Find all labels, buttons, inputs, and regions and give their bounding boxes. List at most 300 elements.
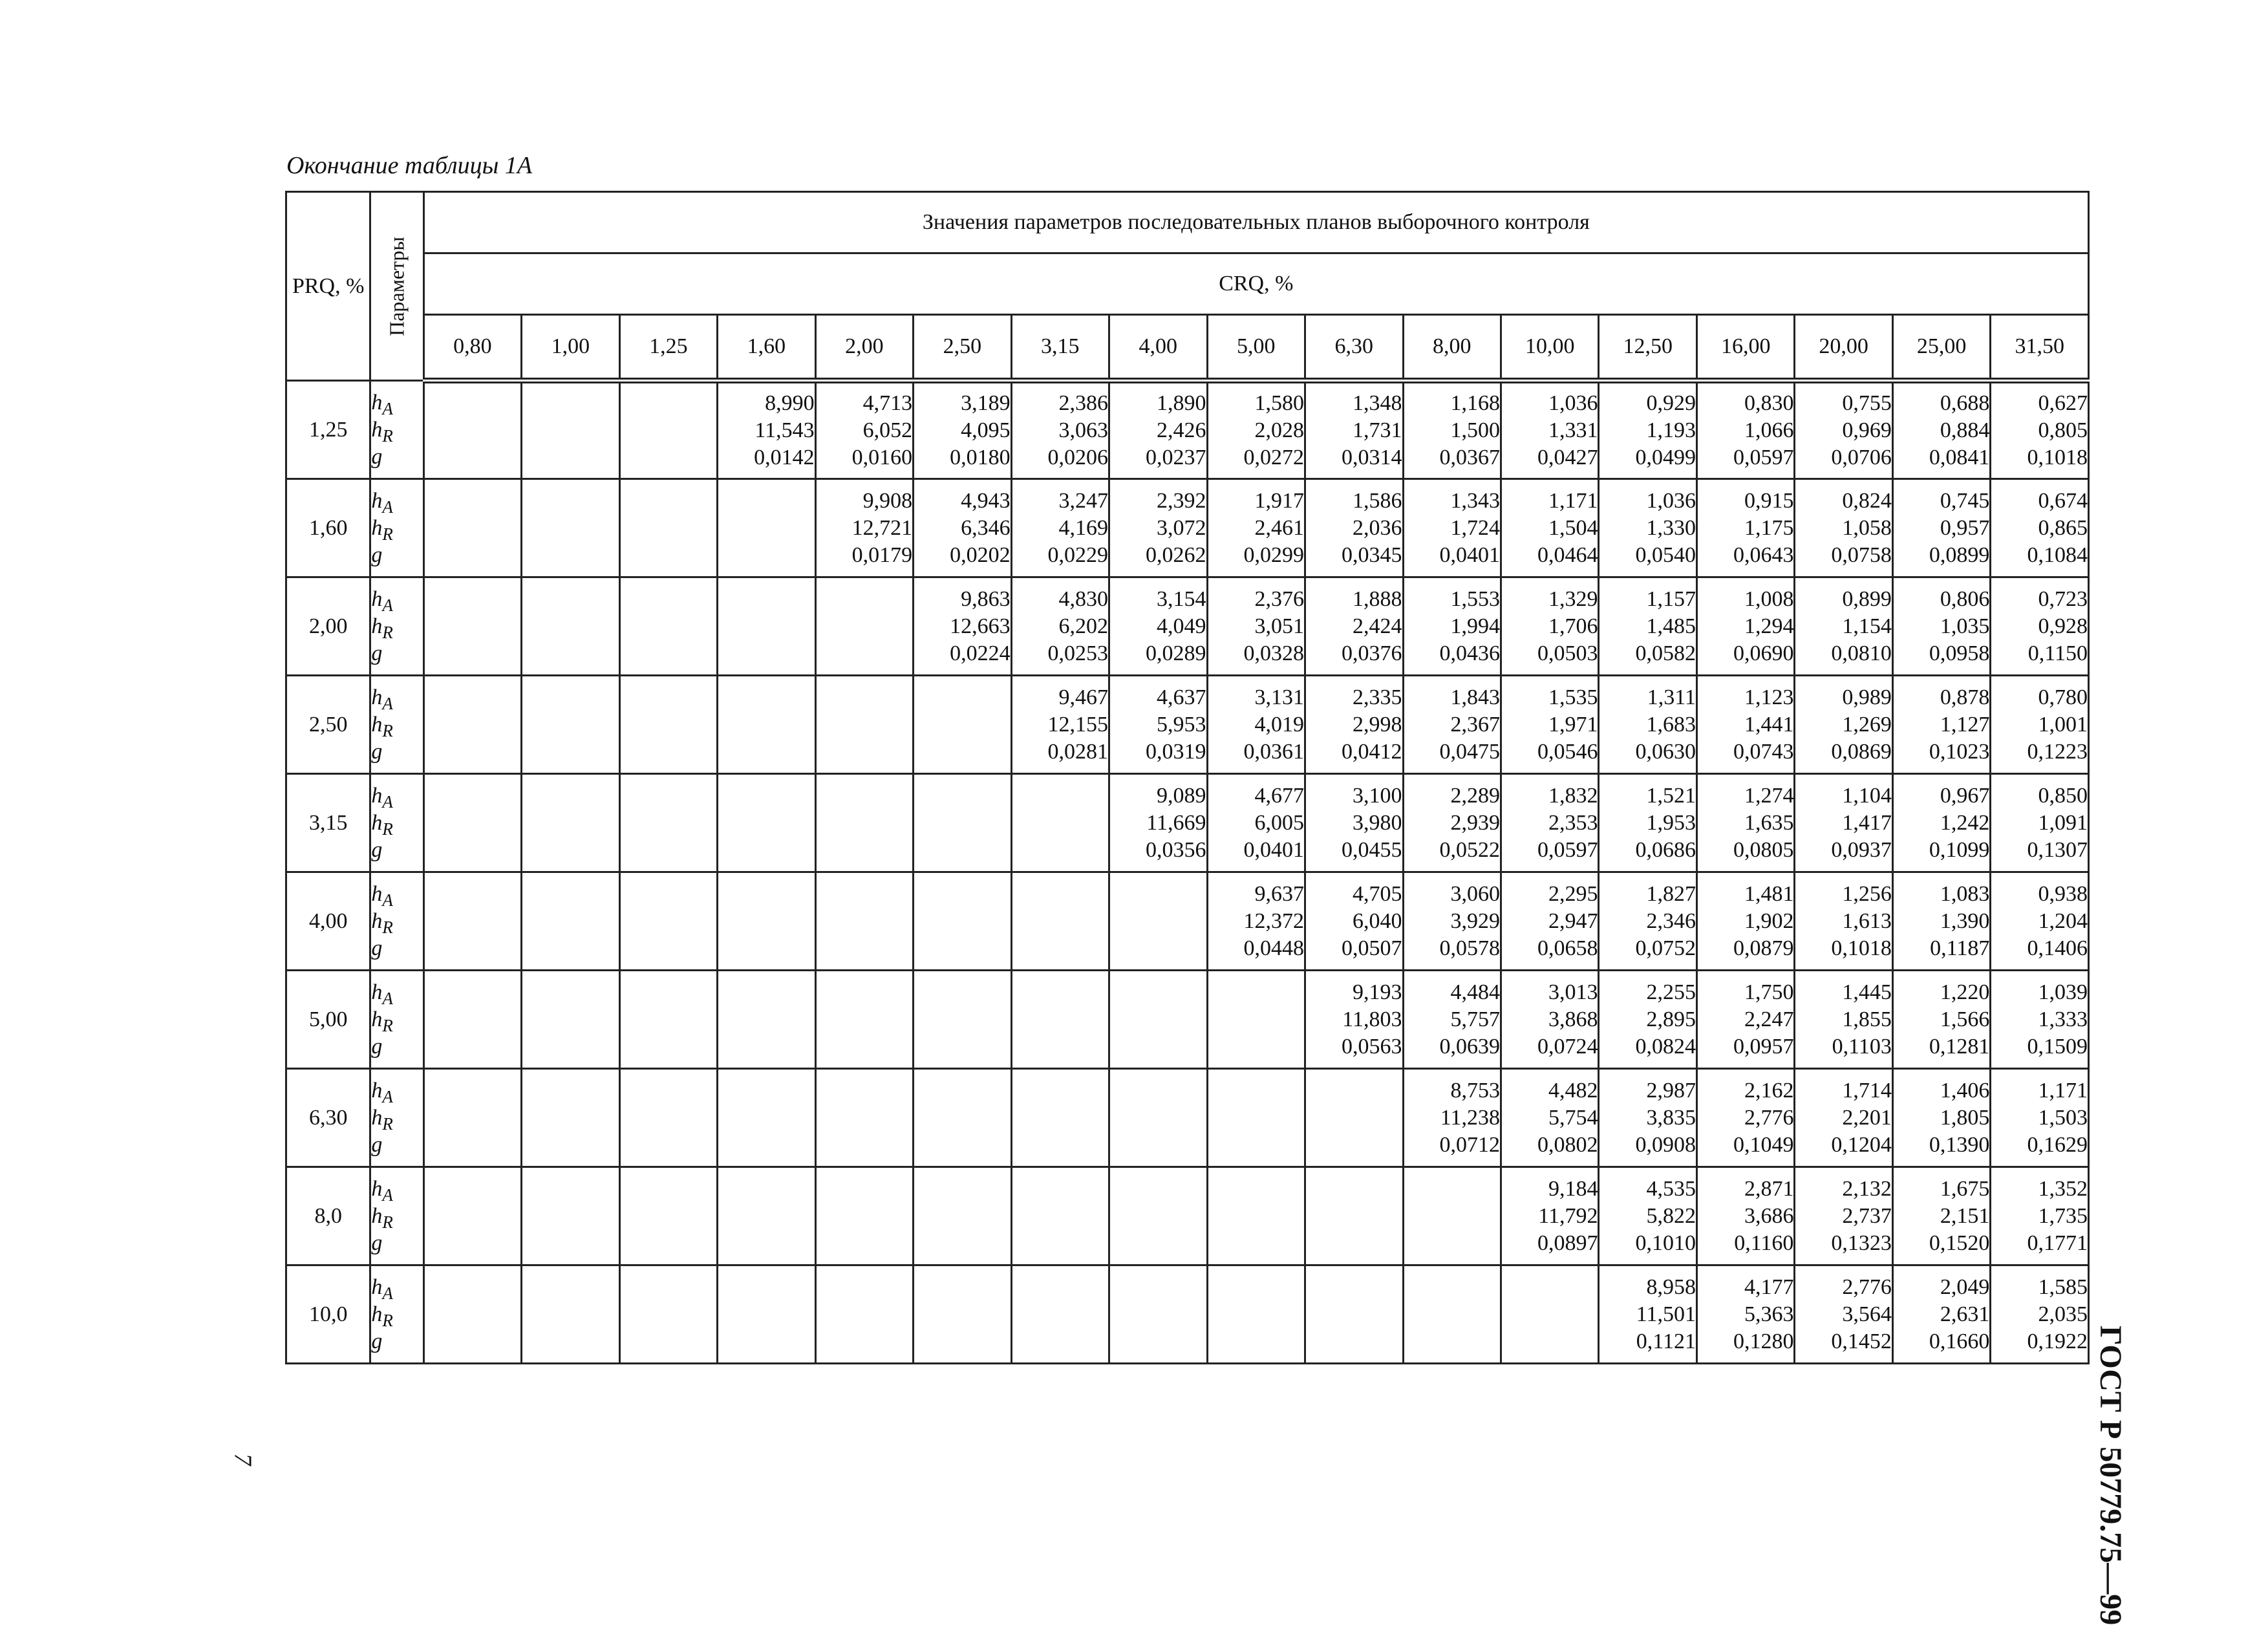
empty-cell [1207, 1167, 1305, 1265]
empty-cell [1109, 971, 1207, 1069]
value: 1,417 [1842, 810, 1892, 835]
value-cell [1892, 1265, 1990, 1364]
value-cell [1207, 774, 1305, 872]
param-symbols-cell [370, 971, 423, 1069]
param-symbol: $h_A$ [371, 1176, 393, 1205]
value: 0,989 [1842, 685, 1892, 709]
value: 0,0499 [1635, 446, 1696, 469]
value: 0,824 [1842, 488, 1892, 513]
empty-cell [423, 479, 521, 577]
value: 1,535 [1548, 685, 1598, 709]
value-cell [1795, 774, 1892, 872]
value: 6,005 [1254, 810, 1305, 835]
value: 2,392 [1157, 488, 1206, 513]
value-cell [1892, 1069, 1990, 1167]
empty-cell [619, 1265, 717, 1364]
value: 6,052 [862, 418, 913, 442]
value: 1,731 [1353, 418, 1402, 442]
value: 2,289 [1450, 783, 1500, 808]
value: 0,967 [1940, 783, 1990, 808]
value: 2,162 [1744, 1078, 1794, 1103]
crq-column-header: 2,00 [815, 315, 913, 381]
value: 0,1010 [1635, 1231, 1696, 1255]
value: 0,0540 [1635, 543, 1696, 567]
value-cell [914, 479, 1011, 577]
value: 0,0281 [1047, 739, 1109, 764]
param-symbol: $h_R$ [371, 810, 393, 839]
value: 0,0630 [1635, 739, 1696, 764]
empty-cell [718, 1265, 815, 1364]
value: 0,1323 [1831, 1231, 1892, 1255]
value-cell [1892, 872, 1990, 971]
value: 0,674 [2038, 488, 2088, 513]
value: 1,714 [1842, 1078, 1892, 1103]
value: 0,0643 [1733, 543, 1794, 567]
value-cell [914, 381, 1011, 479]
value-cell [1305, 381, 1403, 479]
value-cell [1403, 971, 1501, 1069]
value: 1,971 [1548, 712, 1598, 737]
value: 0,0253 [1047, 641, 1109, 665]
value-cell [1991, 676, 2089, 774]
value-cell [1795, 676, 1892, 774]
value: 0,1280 [1733, 1329, 1794, 1353]
value: 0,0142 [754, 446, 815, 469]
param-symbol: g [371, 444, 383, 469]
value-cell [1599, 1265, 1696, 1364]
param-symbol: g [371, 543, 383, 567]
value: 3,868 [1548, 1007, 1598, 1031]
param-symbols-cell [370, 774, 423, 872]
value: 1,333 [2038, 1007, 2088, 1031]
param-symbol: $h_A$ [371, 783, 393, 812]
value: 0,0563 [1342, 1034, 1402, 1059]
value: 0,957 [1940, 515, 1990, 540]
value: 1,890 [1157, 391, 1206, 415]
crq-column-header: 16,00 [1696, 315, 1794, 381]
value: 1,058 [1842, 515, 1892, 540]
value-cell [1599, 971, 1696, 1069]
value: 0,0376 [1342, 641, 1402, 665]
value: 0,0345 [1342, 543, 1402, 567]
value: 1,066 [1744, 418, 1794, 442]
empty-cell [619, 479, 717, 577]
empty-cell [1011, 971, 1109, 1069]
empty-cell [1305, 1265, 1403, 1364]
value: 4,943 [961, 488, 1011, 513]
empty-cell [619, 676, 717, 774]
value: 2,939 [1450, 810, 1500, 835]
crq-column-header: 12,50 [1599, 315, 1696, 381]
value: 2,776 [1744, 1105, 1794, 1130]
prq-cell: 6,30 [286, 1069, 370, 1167]
value: 0,0272 [1243, 446, 1305, 469]
empty-cell [423, 577, 521, 676]
value-cell [1305, 774, 1403, 872]
param-symbol: $h_A$ [371, 881, 393, 910]
value-cell [1991, 774, 2089, 872]
value: 1,091 [2038, 810, 2088, 835]
value-cell [1501, 381, 1598, 479]
crq-columns-row [286, 315, 2089, 381]
value: 1,036 [1646, 488, 1696, 513]
empty-cell [1403, 1265, 1501, 1364]
value: 1,168 [1450, 391, 1500, 415]
value-cell [1207, 381, 1305, 479]
empty-cell [522, 676, 619, 774]
value: 9,193 [1353, 980, 1402, 1004]
empty-cell [718, 1167, 815, 1265]
value: 1,683 [1646, 712, 1696, 737]
value: 3,060 [1450, 881, 1500, 906]
value: 0,0639 [1439, 1034, 1500, 1059]
value: 1,441 [1744, 712, 1794, 737]
empty-cell [1011, 1069, 1109, 1167]
value-cell [1305, 971, 1403, 1069]
table-row [286, 1265, 2089, 1364]
value-cell [1696, 479, 1794, 577]
value-cell [1501, 1167, 1598, 1265]
value-cell [1501, 774, 1598, 872]
value: 1,750 [1744, 980, 1794, 1004]
value: 0,899 [1842, 587, 1892, 611]
empty-cell [718, 676, 815, 774]
value: 0,0897 [1537, 1231, 1598, 1255]
crq-column-header: 0,80 [423, 315, 521, 381]
crq-column-header: 4,00 [1109, 315, 1207, 381]
value: 0,0229 [1047, 543, 1109, 567]
param-symbol: $h_R$ [371, 1302, 393, 1330]
value: 1,256 [1842, 881, 1892, 906]
prq-cell: 2,00 [286, 577, 370, 676]
value: 1,274 [1744, 783, 1794, 808]
param-symbols-cell [370, 676, 423, 774]
empty-cell [1403, 1167, 1501, 1265]
value-cell [1696, 872, 1794, 971]
value-cell [1696, 676, 1794, 774]
value-cell [1305, 872, 1403, 971]
value-cell [1599, 381, 1696, 479]
value: 0,0597 [1733, 446, 1794, 469]
empty-cell [619, 971, 717, 1069]
empty-cell [815, 577, 913, 676]
table-caption: Окончание таблицы 1А [286, 152, 533, 179]
prq-header: PRQ, % [286, 192, 370, 381]
param-symbol: $h_A$ [371, 685, 393, 713]
empty-cell [423, 1069, 521, 1167]
value: 0,0224 [950, 641, 1011, 665]
value: 0,0180 [950, 446, 1011, 469]
param-symbols-cell [370, 479, 423, 577]
value: 1,220 [1940, 980, 1990, 1004]
empty-cell [1011, 872, 1109, 971]
value: 1,917 [1254, 488, 1305, 513]
empty-cell [423, 971, 521, 1069]
value: 2,201 [1842, 1105, 1892, 1130]
value: 2,998 [1353, 712, 1402, 737]
params-header-label: Параметры [385, 236, 409, 336]
empty-cell [1011, 1265, 1109, 1364]
value: 1,331 [1548, 418, 1598, 442]
value: 0,928 [2038, 614, 2088, 638]
value: 0,688 [1940, 391, 1990, 415]
value: 0,0937 [1831, 837, 1892, 862]
empty-cell [522, 381, 619, 479]
value: 2,367 [1450, 712, 1500, 737]
param-symbol: $h_A$ [371, 1078, 393, 1106]
value-cell [1599, 479, 1696, 577]
param-symbol: $h_R$ [371, 712, 393, 740]
empty-cell [1109, 1265, 1207, 1364]
value: 0,0758 [1831, 543, 1892, 567]
value-cell [1696, 381, 1794, 479]
value: 0,1103 [1832, 1034, 1892, 1059]
crq-column-header: 1,00 [522, 315, 619, 381]
value-cell [1795, 1167, 1892, 1265]
value: 1,330 [1646, 515, 1696, 540]
table-row [286, 479, 2089, 577]
value: 0,0503 [1537, 641, 1598, 665]
value: 1,104 [1842, 783, 1892, 808]
empty-cell [1109, 872, 1207, 971]
param-symbol: $h_R$ [371, 417, 393, 446]
empty-cell [423, 1265, 521, 1364]
value: 2,151 [1940, 1203, 1990, 1228]
value: 9,184 [1548, 1176, 1598, 1201]
empty-cell [1305, 1167, 1403, 1265]
empty-cell [522, 1167, 619, 1265]
value: 2,947 [1548, 909, 1598, 933]
value: 0,0401 [1243, 837, 1305, 862]
value: 1,352 [2038, 1176, 2088, 1201]
value: 0,806 [1940, 587, 1990, 611]
empty-cell [718, 774, 815, 872]
empty-cell [423, 676, 521, 774]
table-row [286, 381, 2089, 479]
value: 0,780 [2038, 685, 2088, 709]
value: 0,0206 [1047, 446, 1109, 469]
crq-column-header: 6,30 [1305, 315, 1403, 381]
empty-cell [522, 774, 619, 872]
value: 2,132 [1842, 1176, 1892, 1201]
value-cell [1892, 774, 1990, 872]
param-symbols-cell [370, 872, 423, 971]
value: 4,637 [1157, 685, 1206, 709]
value: 11,792 [1538, 1203, 1598, 1228]
empty-cell [522, 872, 619, 971]
value: 4,095 [961, 418, 1011, 442]
value: 4,830 [1058, 587, 1109, 611]
value: 0,1771 [2027, 1231, 2088, 1255]
value: 11,238 [1440, 1105, 1500, 1130]
empty-cell [718, 479, 815, 577]
value: 12,721 [851, 515, 913, 540]
param-symbol: g [371, 837, 383, 862]
value: 0,865 [2038, 515, 2088, 540]
value-cell [1011, 577, 1109, 676]
value: 0,969 [1842, 418, 1892, 442]
value: 2,247 [1744, 1007, 1794, 1031]
value-cell [1305, 676, 1403, 774]
value: 1,888 [1353, 587, 1402, 611]
value: 1,329 [1548, 587, 1598, 611]
value-cell [1795, 1265, 1892, 1364]
value: 0,0160 [851, 446, 913, 469]
value: 2,737 [1842, 1203, 1892, 1228]
empty-cell [718, 971, 815, 1069]
value: 9,908 [862, 488, 913, 513]
value: 1,553 [1450, 587, 1500, 611]
value: 3,564 [1842, 1302, 1892, 1326]
table-row [286, 1167, 2089, 1265]
value-cell [1599, 577, 1696, 676]
value: 1,902 [1744, 909, 1794, 933]
value: 0,0522 [1439, 837, 1500, 862]
value-cell [1795, 381, 1892, 479]
value: 0,0475 [1439, 739, 1500, 764]
value-cell [815, 381, 913, 479]
value: 1,035 [1940, 614, 1990, 638]
param-symbol: $h_R$ [371, 909, 393, 937]
value: 2,335 [1353, 685, 1402, 709]
value: 2,376 [1254, 587, 1305, 611]
param-symbol: $h_A$ [371, 980, 393, 1008]
value: 1,953 [1646, 810, 1696, 835]
value: 0,0743 [1733, 739, 1794, 764]
value: 0,915 [1744, 488, 1794, 513]
value-cell [1599, 676, 1696, 774]
value: 3,686 [1744, 1203, 1794, 1228]
prq-cell: 3,15 [286, 774, 370, 872]
crq-column-header: 8,00 [1403, 315, 1501, 381]
param-symbol: g [371, 641, 383, 665]
value-cell [1892, 1167, 1990, 1265]
value: 0,0455 [1342, 837, 1402, 862]
value: 2,871 [1744, 1176, 1794, 1201]
param-symbols-cell [370, 381, 423, 479]
value-cell [1109, 381, 1207, 479]
value: 3,100 [1353, 783, 1402, 808]
value: 9,637 [1254, 881, 1305, 906]
value-cell [1403, 676, 1501, 774]
value: 1,311 [1647, 685, 1696, 709]
value: 1,127 [1940, 712, 1990, 737]
empty-cell [815, 1265, 913, 1364]
empty-cell [619, 1167, 717, 1265]
empty-cell [423, 381, 521, 479]
value: 0,1509 [2027, 1034, 2088, 1059]
value: 0,1150 [2027, 641, 2088, 665]
value-cell [1991, 1069, 2089, 1167]
value: 0,850 [2038, 783, 2088, 808]
value: 0,0299 [1243, 543, 1305, 567]
value: 12,155 [1047, 712, 1109, 737]
value: 1,083 [1940, 881, 1990, 906]
value: 11,501 [1636, 1302, 1696, 1326]
param-symbols-cell [370, 1265, 423, 1364]
value: 1,580 [1254, 391, 1305, 415]
value-cell [1501, 676, 1598, 774]
value-cell [1991, 1265, 2089, 1364]
value-cell [1991, 577, 2089, 676]
value: 2,987 [1646, 1078, 1696, 1103]
crq-column-header: 1,25 [619, 315, 717, 381]
value: 0,0658 [1537, 936, 1598, 960]
value: 2,035 [2038, 1302, 2088, 1326]
value-cell [1795, 577, 1892, 676]
value: 0,1160 [1734, 1231, 1794, 1255]
value-cell [1892, 479, 1990, 577]
value: 1,390 [1940, 909, 1990, 933]
param-symbol: g [371, 1329, 383, 1353]
empty-cell [522, 479, 619, 577]
value: 3,063 [1058, 418, 1109, 442]
empty-cell [1109, 1167, 1207, 1265]
value-cell [1011, 381, 1109, 479]
value: 5,953 [1157, 712, 1206, 737]
empty-cell [1011, 774, 1109, 872]
value: 4,049 [1157, 614, 1206, 638]
value: 0,1452 [1831, 1329, 1892, 1353]
value: 0,0262 [1146, 543, 1206, 567]
value: 1,204 [2038, 909, 2088, 933]
empty-cell [1305, 1069, 1403, 1167]
param-symbol: g [371, 936, 383, 960]
value: 0,0824 [1635, 1034, 1696, 1059]
value: 4,177 [1744, 1275, 1794, 1299]
value: 11,543 [754, 418, 815, 442]
empty-cell [423, 774, 521, 872]
value: 1,175 [1744, 515, 1794, 540]
empty-cell [619, 381, 717, 479]
empty-cell [815, 971, 913, 1069]
empty-cell [718, 872, 815, 971]
value-cell [1403, 774, 1501, 872]
value: 1,832 [1548, 783, 1598, 808]
value-cell [1403, 872, 1501, 971]
value: 0,0314 [1342, 446, 1402, 469]
value-cell [1991, 872, 2089, 971]
empty-cell [1109, 1069, 1207, 1167]
table-row [286, 1069, 2089, 1167]
value-cell [1795, 872, 1892, 971]
value: 0,1018 [2027, 446, 2088, 469]
crq-column-header: 1,60 [718, 315, 815, 381]
value: 11,669 [1146, 810, 1206, 835]
crq-column-header: 5,00 [1207, 315, 1305, 381]
value-cell [1109, 676, 1207, 774]
crq-column-header: 3,15 [1011, 315, 1109, 381]
value: 0,755 [1842, 391, 1892, 415]
table-row [286, 774, 2089, 872]
value: 0,0958 [1929, 641, 1990, 665]
value: 3,189 [961, 391, 1011, 415]
prq-cell: 2,50 [286, 676, 370, 774]
value: 0,0724 [1537, 1034, 1598, 1059]
value: 3,072 [1157, 515, 1206, 540]
value: 2,426 [1157, 418, 1206, 442]
value: 0,1390 [1929, 1132, 1990, 1157]
value: 3,247 [1058, 488, 1109, 513]
empty-cell [815, 872, 913, 971]
value: 1,675 [1940, 1176, 1990, 1201]
value-cell [1696, 577, 1794, 676]
value: 4,713 [862, 391, 913, 415]
value: 2,631 [1940, 1302, 1990, 1326]
value: 1,613 [1842, 909, 1892, 933]
prq-cell: 5,00 [286, 971, 370, 1069]
prq-cell: 1,60 [286, 479, 370, 577]
